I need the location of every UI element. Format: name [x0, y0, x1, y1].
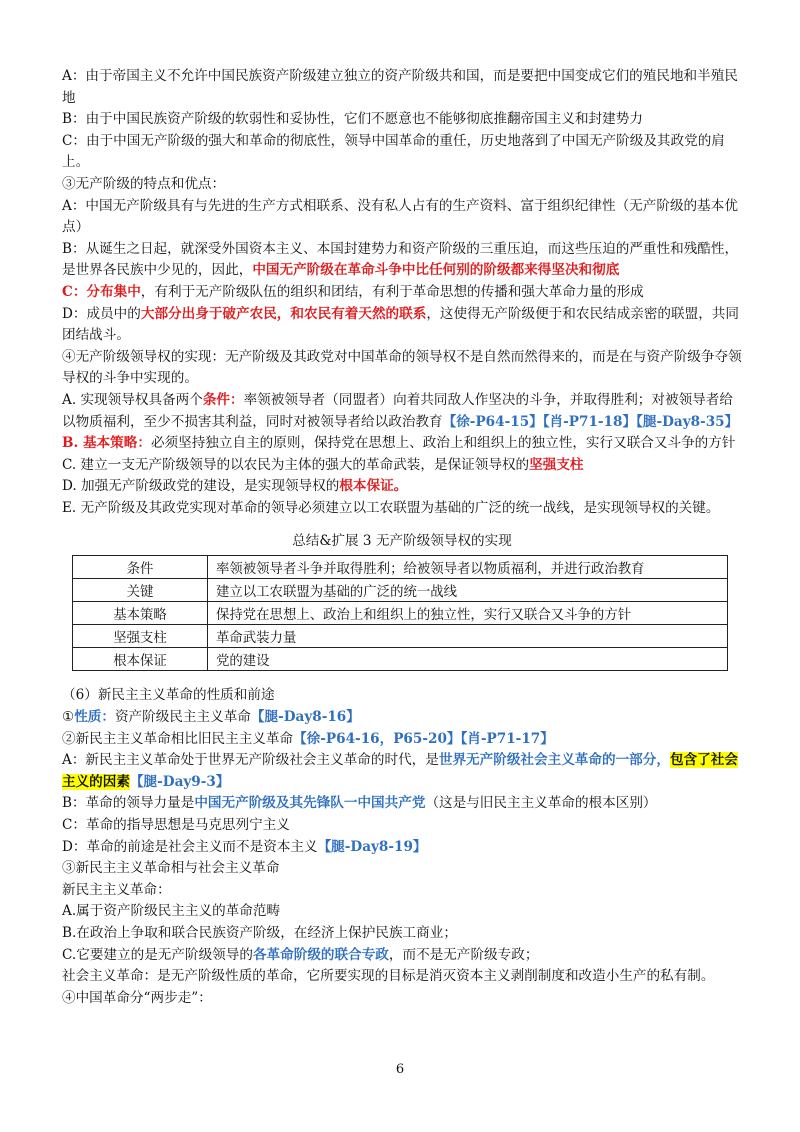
nd-c-text2: ，而不是无产阶级专政； [388, 946, 539, 963]
nd-label: 新民主主义革命： [62, 881, 171, 898]
table-key: 根本保证 [73, 648, 208, 671]
leadership-d [62, 476, 742, 498]
leadership-a-emphasis: 条件： [202, 391, 244, 408]
traits-d [62, 304, 742, 347]
traits-c-emphasis: C：分布集中 [62, 283, 141, 300]
section6-heading: （6）新民主主义革命的性质和前途 [62, 687, 275, 704]
nature-label: 性质： [74, 709, 115, 726]
section6-d [62, 837, 742, 859]
leadership-a-refs: 【徐-P64-15】【肖-P71-18】【腿-Day8-35】 [442, 413, 739, 430]
traits-c-text: ，有利于无产阶级队伍的组织和团结，有利于革命思想的传播和强大革命力量的形成 [140, 283, 644, 300]
leadership-heading: ④无产阶级领导权的实现：无产阶级及其政党对中国革命的领导权不是自然而然得来的，而是在与资产阶级争夺领导权的斗争中实现的。 [62, 348, 742, 387]
s6-a-highlight: 包含了社会主义的因素 [62, 752, 738, 790]
summary-table-caption: 总结&扩展 3 无产阶级领导权的实现 [292, 533, 512, 550]
leadership-c-text: C. 建立一支无产阶级领导的以农民为主体的强大的革命武装，是保证领导权的 [62, 456, 530, 473]
nd-c-text1: C.它要建立的是无产阶级领导的 [62, 946, 253, 963]
intro-a: A：由于帝国主义不允许中国民族资产阶级建立独立的资产阶级共和国，而是要把中国变成它们的殖民地和半殖民地 [62, 68, 738, 106]
intro-b: B：由于中国民族资产阶级的软弱性和妥协性，它们不愿意也不能够彻底推翻帝国主义和封建势力 [62, 111, 643, 128]
traits-c [62, 282, 742, 304]
traits-d-emphasis: 大部分出身于破产农民，和农民有着天然的联系 [140, 305, 427, 322]
compare-ref: 【徐-P64-16，P65-20】【肖-P71-17】 [293, 730, 554, 747]
table-key: 基本策略 [73, 602, 208, 625]
leadership-e: E. 无产阶级及其政党实现对革命的领导必须建立以工农联盟为基础的广泛的统一战线，是实现领导权的关键。 [62, 499, 720, 516]
s6-a-text: A：新民主主义革命处于世界无产阶级社会主义革命的时代，是 [62, 752, 439, 769]
summary-table [72, 555, 728, 671]
section6-nature [62, 707, 742, 729]
table-value: 率领被领导者斗争并取得胜利；给被领导者以物质福利，并进行政治教育 [208, 556, 728, 579]
table-row [73, 579, 728, 602]
nature-ref: 【腿-Day8-16】 [250, 709, 360, 726]
s6-d-text: D：革命的前途是社会主义而不是资本主义 [62, 838, 318, 855]
leadership-c-emphasis: 坚强支柱 [529, 456, 584, 473]
leadership-d-emphasis: 根本保证。 [339, 478, 408, 495]
s6-d-ref: 【腿-Day8-19】 [317, 838, 427, 855]
s6-a-ref: 【腿-Day9-3】 [129, 773, 230, 790]
traits-b [62, 239, 742, 282]
table-value: 建立以工农联盟为基础的广泛的统一战线 [208, 579, 728, 602]
traits-d-text2: ，这使得无产阶级便于和农民结成亲密的联盟，共同团结战斗。 [62, 305, 739, 344]
table-key: 条件 [73, 556, 208, 579]
section6-c: C：革命的指导思想是马克思列宁主义 [62, 817, 290, 834]
s6-b-text1: B：革命的领导力量是 [62, 795, 195, 812]
leadership-a-text2: 率领被领导者（同盟者）向着共同敌人作坚决的斗争，并取得胜利；对被领导者给以物质福利，至少不损害其利益，同时对被领导者给以政治教育 [62, 391, 733, 430]
traits-heading: ③无产阶级的特点和优点： [62, 175, 226, 192]
table-value: 保持党在思想上、政治上和组织上的独立性，实行又联合又斗争的方针 [208, 602, 728, 625]
traits-b-text: B：从诞生之日起，就深受外国资本主义、本国封建势力和资产阶级的三重压迫，而这些压迫的严重性和残酷性，是世界各民族中少见的，因此， [62, 240, 739, 279]
leadership-b [62, 433, 742, 455]
leadership-d-text: D. 加强无产阶级政党的建设，是实现领导权的 [62, 478, 340, 495]
leadership-a [62, 390, 742, 433]
leadership-b-text: 必须坚持独立自主的原则，保持党在思想上、政治上和组织上的独立性，实行又联合又斗争的方针 [150, 435, 736, 452]
table-row [73, 602, 728, 625]
table-row [73, 556, 728, 579]
table-key: 坚强支柱 [73, 625, 208, 648]
socialist-revolution: 社会主义革命：是无产阶级性质的革命，它所要实现的目标是消灭资本主义剥削制度和改造小生产的私有制。 [62, 968, 715, 985]
table-value: 党的建设 [208, 648, 728, 671]
table-value: 革命武装力量 [208, 625, 728, 648]
nd-a: A.属于资产阶级民主主义的革命范畴 [62, 903, 281, 920]
section6-compare [62, 729, 742, 751]
leadership-a-text1: A. 实现领导权具备两个 [62, 391, 203, 408]
document-body [62, 66, 742, 1009]
traits-a: A：中国无产阶级具有与先进的生产方式相联系、没有私人占有的生产资料、富于组织纪律性（无产阶级的基本优点） [62, 197, 738, 236]
nd-c-blue: 各革命阶级的联合专政 [252, 946, 389, 963]
s6-a-blue: 世界无产阶级社会主义革命的一部分， [438, 752, 670, 769]
nature-text: 资产阶级民主主义革命 [114, 709, 251, 726]
nature-prefix: ① [62, 709, 75, 726]
table-row [73, 625, 728, 648]
section6-relation-heading: ③新民主主义革命相与社会主义革命 [62, 860, 280, 877]
leadership-b-emphasis: B. 基本策略： [62, 435, 151, 452]
s6-b-blue: 中国无产阶级及其先锋队一中国共产党 [194, 795, 426, 812]
table-row [73, 648, 728, 671]
nd-b: B.在政治上争取和联合民族资产阶级，在经济上保护民族工商业； [62, 925, 457, 941]
page-number: 6 [395, 1062, 405, 1077]
compare-heading: ②新民主主义革命相比旧民主主义革命 [62, 730, 294, 747]
nd-c [62, 945, 742, 967]
two-steps: ④中国革命分“两步走”： [62, 989, 212, 1006]
s6-b-text2: （这是与旧民主主义革命的根本区别） [425, 795, 657, 812]
section6-b [62, 793, 742, 815]
traits-d-text1: D：成员中的 [62, 305, 141, 322]
intro-c: C：由于中国无产阶级的强大和革命的彻底性，领导中国革命的重任，历史地落到了中国无产阶级及其政党的肩上。 [62, 132, 725, 171]
traits-b-emphasis: 中国无产阶级在革命斗争中比任何别的阶级都来得坚决和彻底 [252, 262, 620, 279]
section6-a [62, 750, 742, 793]
table-key: 关键 [73, 579, 208, 602]
leadership-c [62, 455, 742, 477]
